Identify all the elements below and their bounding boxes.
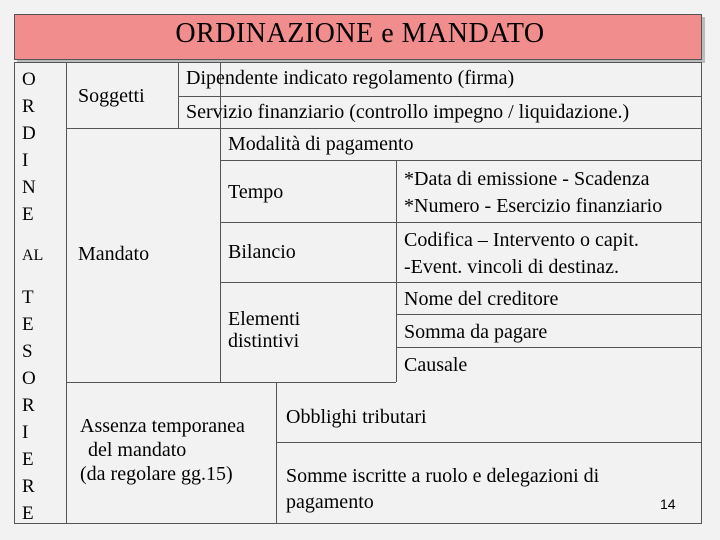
divider-details-column bbox=[396, 160, 397, 382]
elementi-nome-creditore: Nome del creditore bbox=[404, 288, 559, 310]
divider-assenza-column bbox=[276, 382, 277, 524]
elementi-label: Elementi distintivi bbox=[228, 308, 301, 352]
soggetti-item-servizio: Servizio finanziario (controllo impegno / liquidazione.) bbox=[186, 101, 630, 123]
elementi-causale: Causale bbox=[404, 354, 468, 376]
modalita-label: Modalità di pagamento bbox=[228, 133, 414, 155]
divider-mandato-bottom bbox=[66, 382, 396, 383]
vertical-word-tesoriere: T E S O R I E R E bbox=[22, 287, 36, 524]
divider-soggetti-item2 bbox=[178, 128, 702, 129]
divider-tempo bbox=[220, 222, 702, 223]
tempo-details: *Data di emissione - Scadenza *Numero - Esercizio finanziario bbox=[404, 168, 663, 217]
vertical-word-ordine: O R D I N E bbox=[22, 69, 36, 225]
bilancio-label: Bilancio bbox=[228, 241, 296, 263]
elementi-somma: Somma da pagare bbox=[404, 321, 548, 343]
divider-bilancio bbox=[220, 282, 702, 283]
slide-title: ORDINAZIONE e MANDATO bbox=[175, 18, 545, 49]
section-mandato: Mandato bbox=[78, 243, 150, 265]
vertical-word-al: AL bbox=[22, 247, 44, 264]
section-soggetti: Soggetti bbox=[78, 85, 145, 107]
section-assenza: Assenza temporanea del mandato (da regolare gg.15) bbox=[80, 415, 245, 485]
divider-elementi-1 bbox=[396, 314, 702, 315]
tempo-label: Tempo bbox=[228, 181, 284, 203]
assenza-somme: Somme iscritte a ruolo e delegazioni di pagamento bbox=[286, 465, 600, 513]
assenza-obblighi: Obblighi tributari bbox=[286, 406, 427, 428]
divider-soggetti-item1 bbox=[178, 96, 702, 97]
divider-left-column bbox=[66, 62, 67, 524]
divider-modalita bbox=[220, 160, 702, 161]
page-number: 14 bbox=[660, 496, 676, 512]
divider-soggetti-left bbox=[178, 62, 179, 128]
divider-assenza-items bbox=[276, 442, 702, 443]
bilancio-details: Codifica – Intervento o capit. -Event. vincoli di destinaz. bbox=[404, 229, 639, 278]
soggetti-item-dipendente: Dipendente indicato regolamento (firma) bbox=[186, 67, 515, 89]
divider-elementi-2 bbox=[396, 347, 702, 348]
